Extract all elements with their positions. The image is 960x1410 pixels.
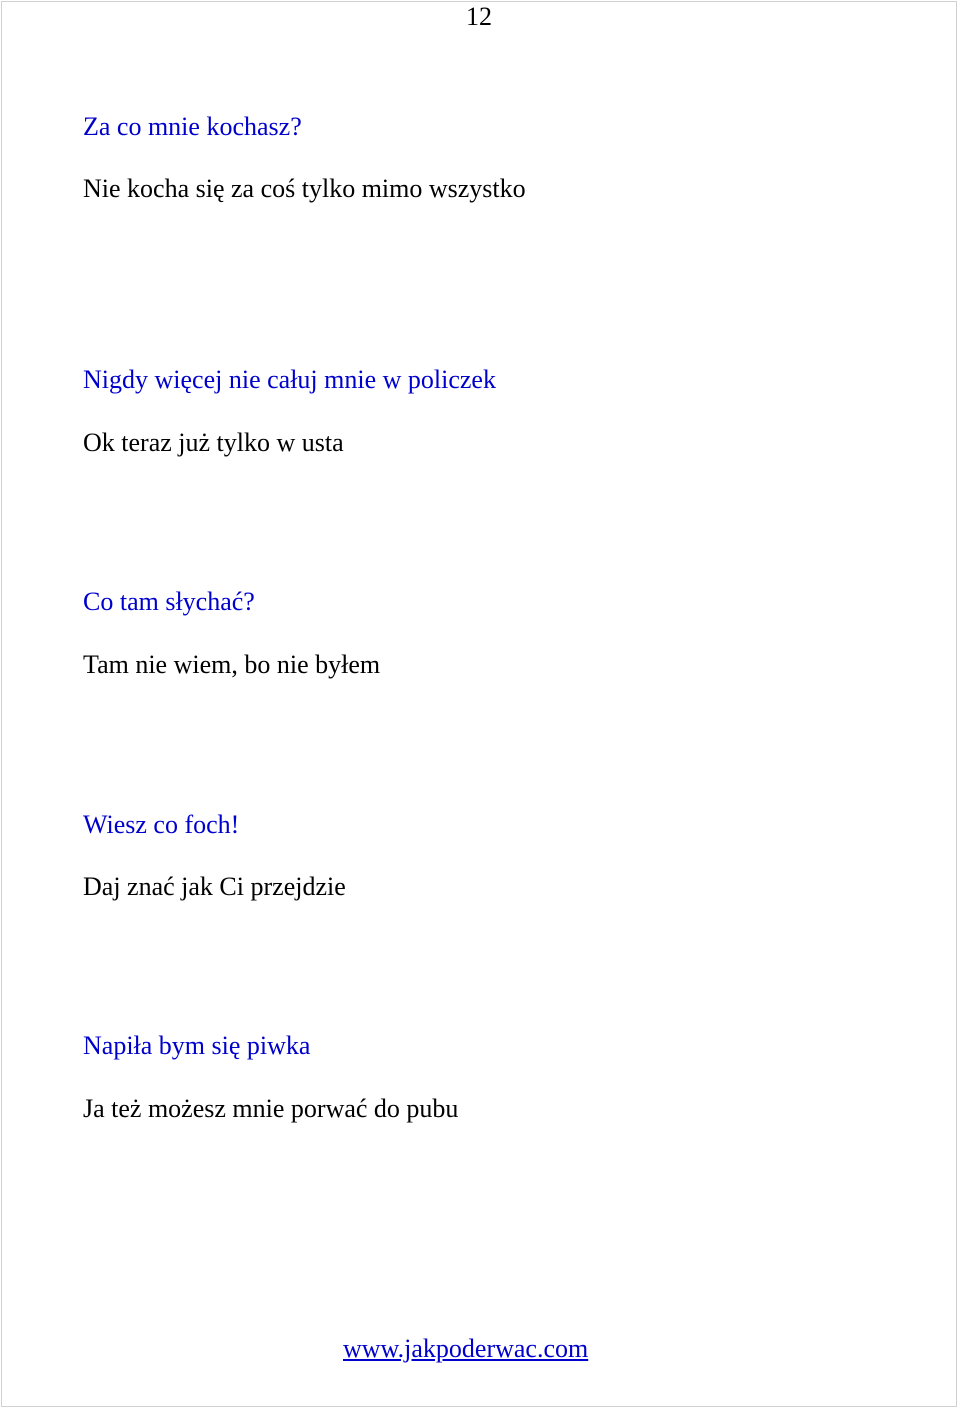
exchange-5-question: Napiła bym się piwka [83, 1031, 311, 1060]
exchange-1-answer: Nie kocha się za coś tylko mimo wszystko [83, 174, 526, 203]
exchange-4-answer: Daj znać jak Ci przejdzie [83, 872, 346, 901]
exchange-5-answer: Ja też możesz mnie porwać do pubu [83, 1094, 459, 1123]
exchange-2-answer: Ok teraz już tylko w usta [83, 428, 344, 457]
exchange-3-question: Co tam słychać? [83, 587, 255, 616]
exchange-3-answer: Tam nie wiem, bo nie byłem [83, 650, 381, 679]
exchange-2-question: Nigdy więcej nie całuj mnie w policzek [83, 365, 496, 394]
exchange-4-question: Wiesz co foch! [83, 810, 240, 839]
exchange-1-question: Za co mnie kochasz? [83, 112, 302, 141]
page-number: 12 [466, 2, 492, 31]
footer-website-link[interactable]: www.jakpoderwac.com [343, 1334, 589, 1363]
page-border [1, 1, 957, 1407]
